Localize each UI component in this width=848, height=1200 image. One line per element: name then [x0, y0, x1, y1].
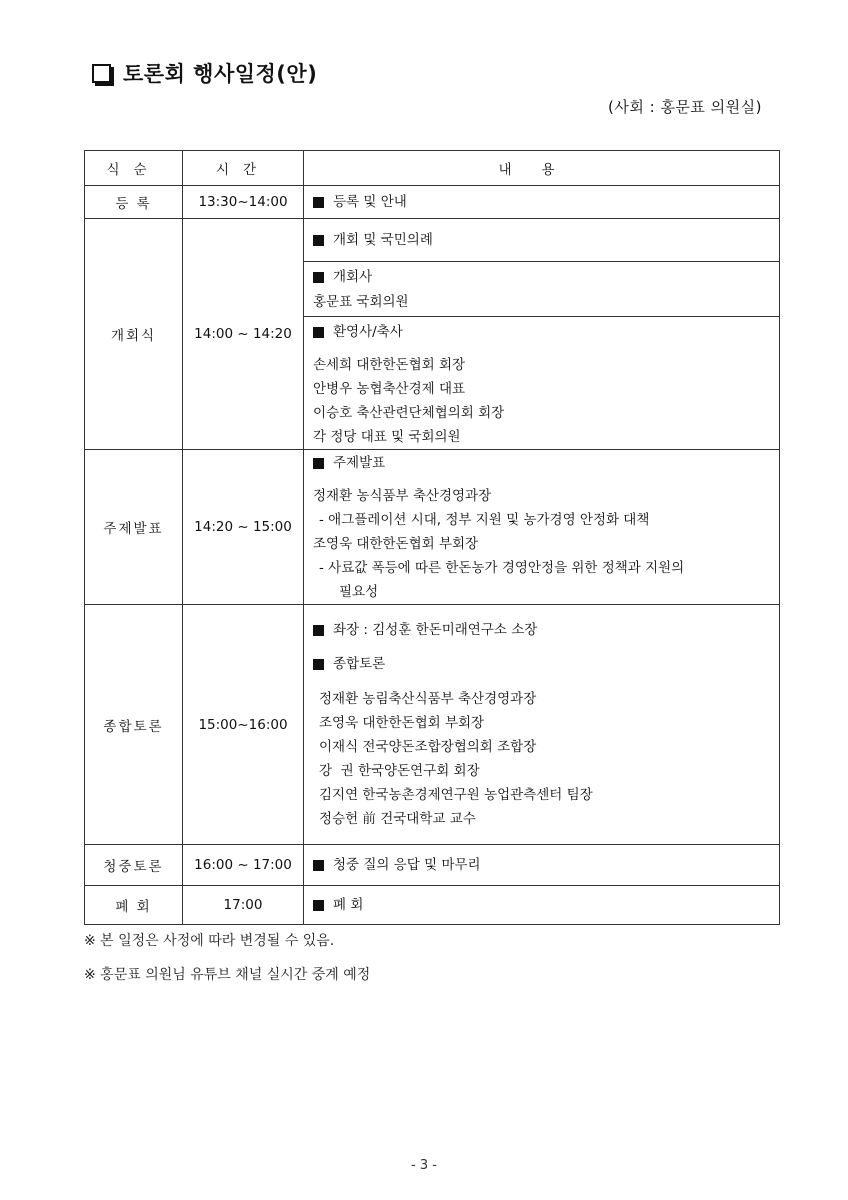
bullet-square-icon: [313, 272, 324, 283]
document-title: [92, 58, 317, 88]
content-cell: [304, 219, 780, 450]
order-cell: 주제발표: [85, 450, 183, 605]
speaker-line: 홍문표 국회의원: [313, 294, 409, 310]
speaker-line: 조영욱 대한한돈협회 부회장: [313, 536, 479, 552]
time-cell: 17:00: [183, 886, 304, 925]
order-cell: 등 록: [85, 186, 183, 219]
content-text: 주제발표: [333, 455, 386, 471]
title-text: 토론회 행사일정(안): [123, 62, 318, 86]
table-row: [85, 450, 780, 605]
moderator-note: (사회 : 홍문표 의원실): [608, 98, 762, 116]
content-text: 등록 및 안내: [333, 194, 407, 210]
note-line: ※ 홍문표 의원님 유튜브 채널 실시간 중계 예정: [84, 967, 371, 983]
schedule-table: [84, 150, 780, 925]
order-cell: 종합토론: [85, 605, 183, 845]
time-cell: 16:00 ~ 17:00: [183, 845, 304, 886]
checkbox-square-icon: [92, 64, 111, 83]
content-cell: [304, 886, 780, 925]
time-cell: 14:20 ~ 15:00: [183, 450, 304, 605]
panelist-line: 조영욱 대한한돈협회 부회장: [319, 715, 485, 731]
content-cell: [304, 450, 780, 605]
panelist-line: 정승헌 前 건국대학교 교수: [319, 811, 476, 827]
speaker-line: 이승호 축산관련단체협의회 회장: [313, 405, 505, 421]
panelist-line: 강 권 한국양돈연구회 회장: [319, 763, 480, 779]
table-row: [85, 845, 780, 886]
table-row: [85, 219, 780, 450]
table-row: [85, 186, 780, 219]
bullet-square-icon: [313, 197, 324, 208]
header-time: 시간: [183, 151, 304, 186]
bullet-square-icon: [313, 625, 324, 636]
note-line: ※ 본 일정은 사정에 따라 변경될 수 있음.: [84, 933, 335, 949]
content-cell: [304, 605, 780, 845]
topic-line: - 사료값 폭등에 따른 한돈농가 경영안정을 위한 정책과 지원의: [319, 560, 685, 576]
content-text: 개회 및 국민의례: [333, 232, 433, 248]
speaker-line: 정재환 농식품부 축산경영과장: [313, 488, 492, 504]
time-cell: 15:00~16:00: [183, 605, 304, 845]
time-cell: 14:00 ~ 14:20: [183, 219, 304, 450]
bullet-square-icon: [313, 900, 324, 911]
notes: [84, 930, 370, 998]
order-cell: 폐 회: [85, 886, 183, 925]
header-order: 식순: [85, 151, 183, 186]
bullet-square-icon: [313, 327, 324, 338]
panelist-line: 김지연 한국농촌경제연구원 농업관측센터 팀장: [319, 787, 593, 803]
table-header-row: [85, 151, 780, 186]
bullet-square-icon: [313, 659, 324, 670]
content-text: 폐 회: [333, 897, 364, 913]
content-text: 청중 질의 응답 및 마무리: [333, 857, 481, 873]
header-content: 내용: [304, 151, 780, 186]
order-cell: 청중토론: [85, 845, 183, 886]
content-text: 환영사/축사: [333, 324, 403, 340]
content-cell: [304, 186, 780, 219]
table-row: [85, 605, 780, 845]
speaker-line: 안병우 농협축산경제 대표: [313, 381, 466, 397]
speaker-line: 손세희 대한한돈협회 회장: [313, 357, 466, 373]
time-cell: 13:30~14:00: [183, 186, 304, 219]
page-number: - 3 -: [411, 1158, 437, 1173]
topic-line: 필요성: [339, 584, 379, 600]
content-text: 개회사: [333, 269, 373, 285]
bullet-square-icon: [313, 458, 324, 469]
panelist-line: 이재식 전국양돈조합장협의회 조합장: [319, 739, 537, 755]
content-text: 종합토론: [333, 656, 386, 672]
bullet-square-icon: [313, 235, 324, 246]
panelist-line: 정재환 농림축산식품부 축산경영과장: [319, 691, 537, 707]
speaker-line: 각 정당 대표 및 국회의원: [313, 429, 461, 445]
content-text: 좌장 : 김성훈 한돈미래연구소 소장: [333, 622, 538, 638]
topic-line: - 애그플레이션 시대, 정부 지원 및 농가경영 안정화 대책: [319, 512, 650, 528]
content-cell: [304, 845, 780, 886]
table-row: [85, 886, 780, 925]
order-cell: 개회식: [85, 219, 183, 450]
bullet-square-icon: [313, 860, 324, 871]
